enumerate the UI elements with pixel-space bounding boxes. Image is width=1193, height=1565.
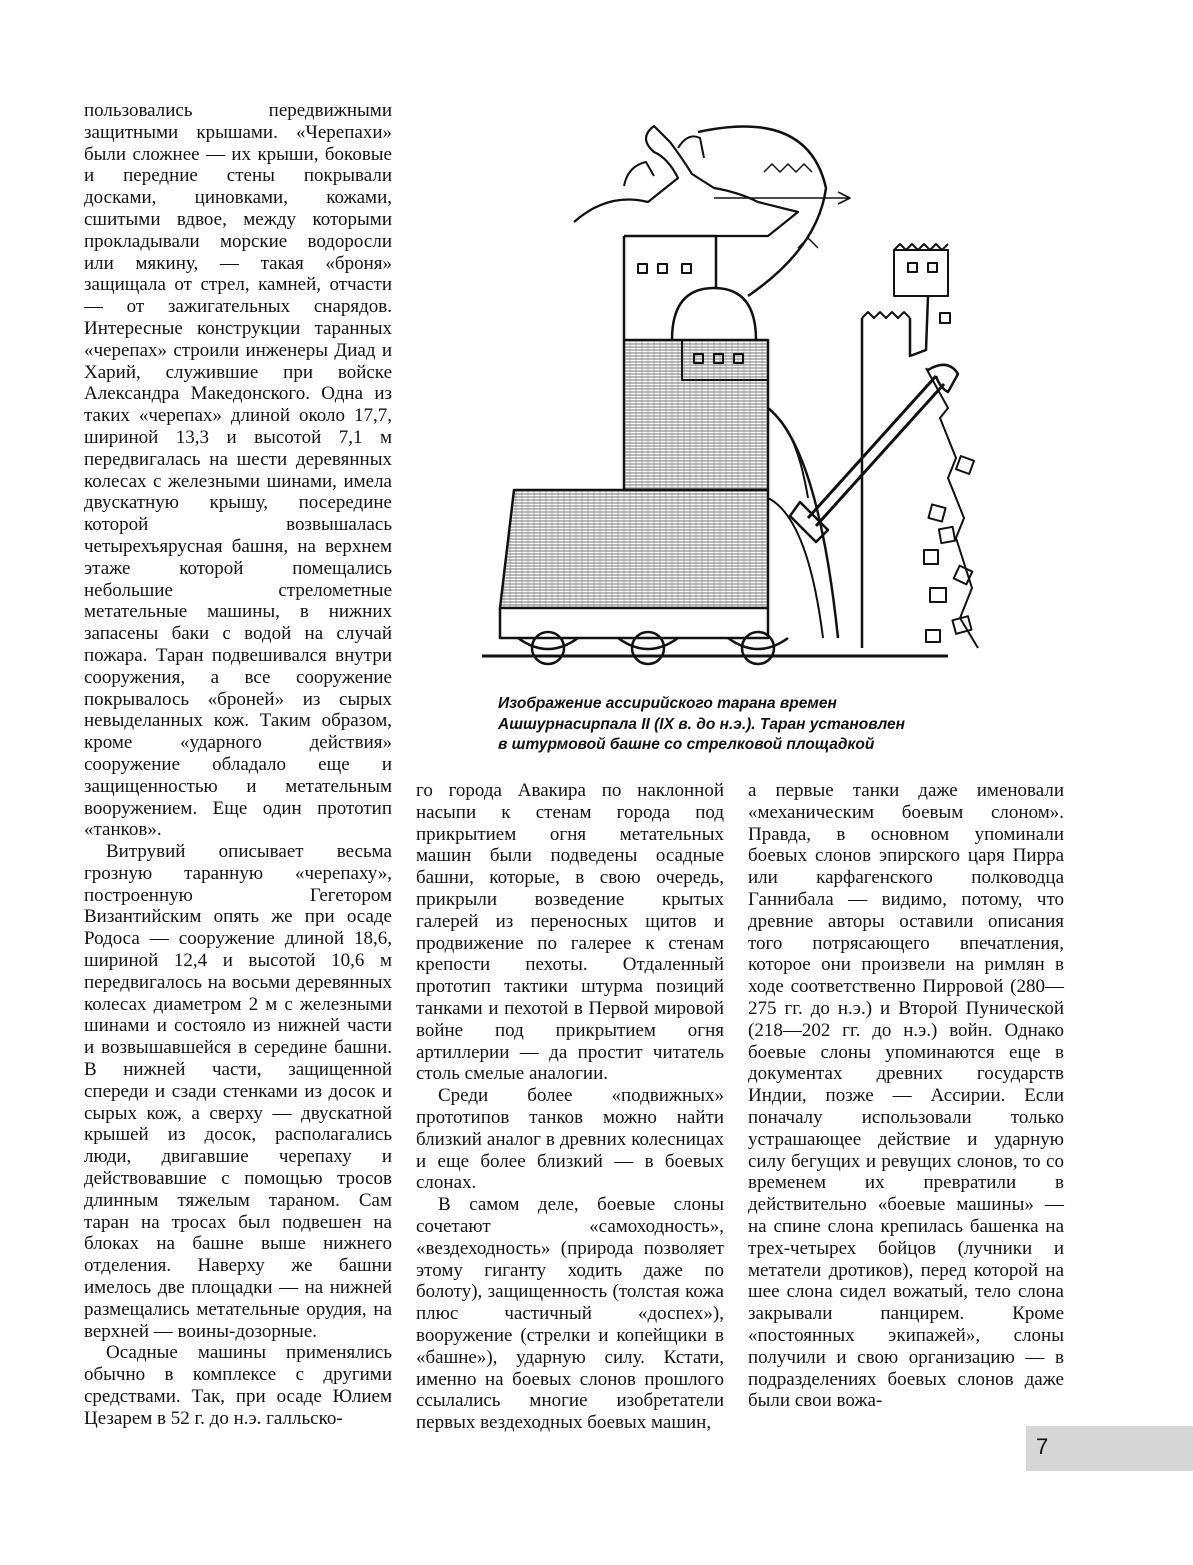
- caption-line: Изображение ассирийского тарана времен: [498, 695, 837, 712]
- paragraph: В самом деле, боевые слоны сочетают «самоходность», «вездеходность» (природа позволяет этому гиганту ходить даже по болоту), защищенность (толстая кожа плюс частичный «доспех»), вооружение (стрелки и копейщики в «башне»), ударную силу. Кстати, именно на боевых слонов прошлого ссылались многие изобретатели первых вездеходных боевых машин,: [416, 1194, 724, 1434]
- figure-caption: [498, 694, 968, 756]
- paragraph: пользовались передвижными защитными крышами. «Черепахи» были сложнее — их крыши, боковые и передние стены покрывали досками, циновками, кожами, сшитыми вдвое, между которыми прокладывали морские водоросли или мякину, — такая «броня» защищала от стрел, камней, отчасти — от зажигательных снарядов. Интересные конструкции таранных «черепах» строили инженеры Диад и Харий, служившие при войске Александра Македонского. Одна из таких «черепах» длиной около 17,7, шириной 13,3 и высотой 7,1 м передвигалась на шести деревянных колесах с железными шинами, имела двускатную крышу, посередине которой возвышалась четырехъярусная башня, на верхнем этаже которой помещались небольшие стрелометные метательные машины, в нижних запасены баки с водой на случай пожара. Таран подвешивался внутри сооружения, а все сооружение покрывалось «броней» из сырых невыделанных кож. Таким образом, кроме «ударного действия» сооружение обладало еще и защищенностью и метательным вооружением. Еще один прототип «танков».: [84, 100, 392, 841]
- assyrian-siege-tower-illustration: [478, 118, 1018, 666]
- paragraph: Осадные машины применялись обычно в комплексе с другими средствами. Так, при осаде Юлием Цезарем в 52 г. до н.э. галльско-: [84, 1342, 392, 1429]
- text-column-middle: [416, 780, 724, 1434]
- page-number-tab: [1026, 1426, 1193, 1471]
- page-number: 7: [1036, 1434, 1049, 1459]
- text-column-right: [748, 780, 1064, 1412]
- paragraph: Среди более «подвижных» прототипов танков можно найти близкий аналог в древних колесницах и еще более близкий — в боевых слонах.: [416, 1085, 724, 1194]
- paragraph: го города Авакира по наклонной насыпи к стенам города под прикрытием огня метательных машин были подведены осадные башни, которые, в свою очередь, прикрыли возведение крытых галерей из переносных щитов и продвижение по галерее к стенам крепости пехоты. Отдаленный прототип тактики штурма позиций танками и пехотой в Первой мировой войне под прикрытием огня артиллерии — да простит читатель столь смелые аналогии.: [416, 780, 724, 1085]
- caption-line: в штурмовой башне со стрелковой площадкой: [498, 736, 875, 753]
- paragraph: а первые танки даже именовали «механическим боевым слоном». Правда, в основном упоминали боевых слонов эпирского царя Пирра или карфагенского полководца Ганнибала — видимо, потому, что древние авторы оставили описания того потрясающего впечатления, которое они произвели на римлян в ходе соответственно Пирровой (280—275 гг. до н.э.) и Второй Пунической (218—202 гг. до н.э.) войн. Однако боевые слоны упоминаются еще в документах древних государств Индии, позже — Ассирии. Если поначалу использовали только устрашающее действие и ударную силу бегущих и ревущих слонов, то со временем их превратили в действительно «боевые машины» — на спине слона крепилась башенка на трех-четырех бойцов (лучники и метатели дротиков), перед которой на шее слона сидел вожатый, тело слона закрывали панцирем. Кроме «постоянных экипажей», слоны получили и свою организацию — в подразделениях боевых слонов даже были свои вожа-: [748, 780, 1064, 1412]
- caption-line: Ашшурнасирпала II (IX в. до н.э.). Таран установлен: [498, 715, 905, 733]
- paragraph: Витрувий описывает весьма грозную таранную «черепаху», построенную Гегетором Византийским опять же при осаде Родоса — сооружение длиной 18,6, шириной 12,4 и высотой 10,6 м передвигалось на восьми деревянных колесах диаметром 2 м с железными шинами и состояло из нижней части и возвышавшейся в середине башни. В нижней части, защищенной спереди и сзади стенками из досок и сырых кож, а сверху — двускатной крышей из досок, располагались люди, двигавшие черепаху и действовавшие с помощью тросов длинным тяжелым тараном. Сам таран на тросах был подвешен на блоках на башне выше нижнего отделения. Наверху же башни имелось две площадки — на нижней размещались метательные орудия, на верхней — воины-дозорные.: [84, 841, 392, 1342]
- text-column-left: [84, 100, 392, 1430]
